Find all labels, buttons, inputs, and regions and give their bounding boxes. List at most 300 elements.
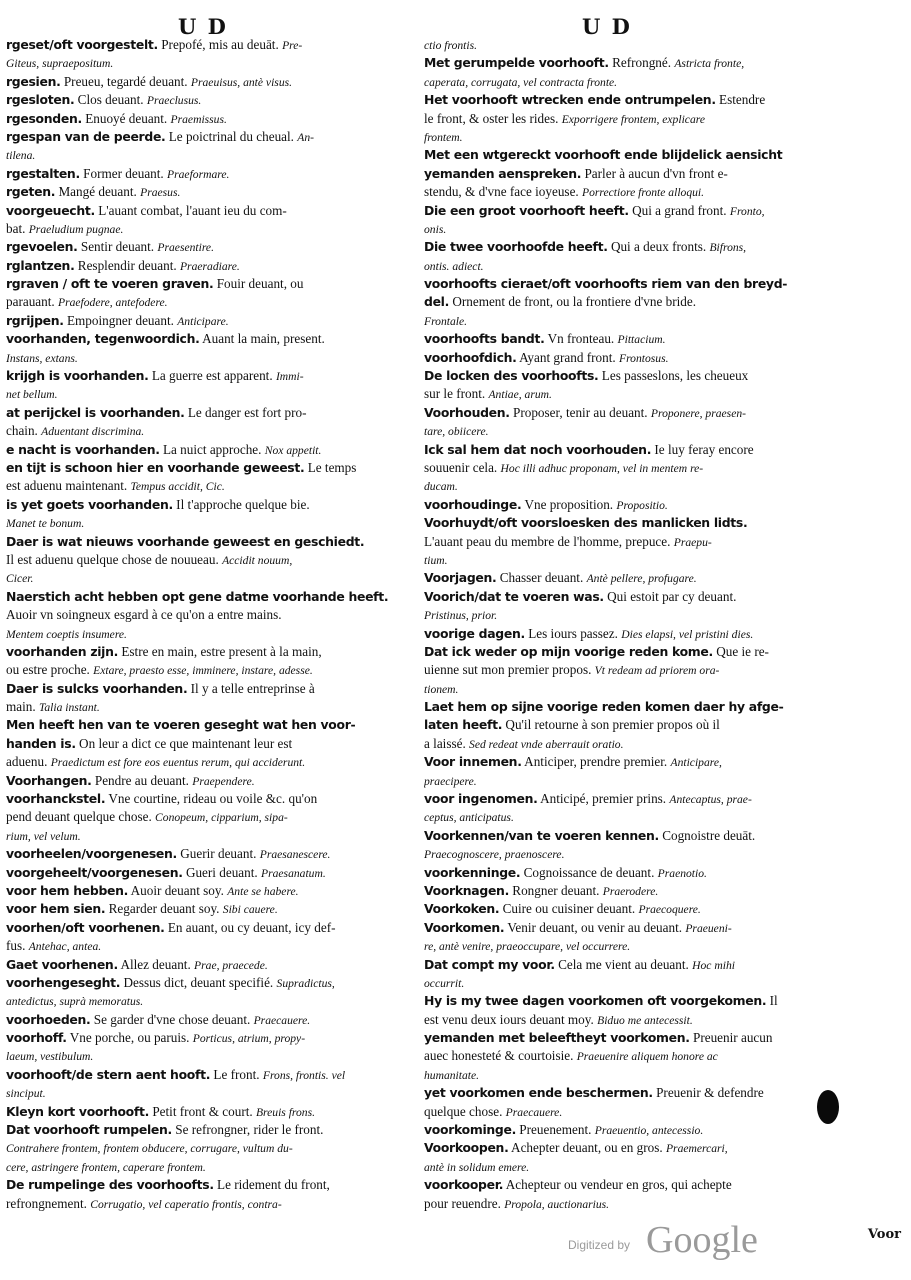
entry-line: [6, 716, 406, 734]
headword: voorhooft/de stern aent hooft.: [6, 1066, 211, 1082]
headword: voorhanden zijn.: [6, 643, 119, 659]
entry-line: [424, 919, 816, 937]
latin-text: antè in solidum emere.: [424, 1160, 530, 1174]
latin-text: laeum, vestibulum.: [6, 1050, 94, 1064]
entry-line: [424, 900, 816, 918]
entry-line: [424, 937, 816, 955]
entry-line: [6, 698, 406, 716]
french-text: Il: [766, 993, 778, 1009]
entry-line: [6, 1047, 406, 1065]
entry-line: [424, 404, 816, 422]
headword: Hy is my twee dagen voorkomen oft voorgekomen.: [424, 993, 767, 1009]
headword: Kleyn kort voorhooft.: [6, 1103, 150, 1119]
latin-text: Praenotio.: [657, 866, 707, 880]
headword: rgesonden.: [6, 110, 82, 126]
entry-line: [6, 128, 406, 146]
ink-blot: [817, 1090, 839, 1124]
headword: voorhanckstel.: [6, 791, 106, 807]
french-text: Qu'il retourne à son premier propos où il: [502, 717, 720, 733]
entry-line: [424, 128, 816, 146]
latin-text: net bellum.: [6, 388, 58, 402]
latin-text: Sibi cauere.: [222, 903, 278, 917]
entry-line: [424, 238, 816, 256]
headword: voorhoudinge.: [424, 496, 522, 512]
french-text: Vne courtine, rideau ou voile &c. qu'on: [105, 791, 318, 807]
entry-line: [424, 514, 816, 532]
french-text: Le danger est fort pro-: [184, 404, 307, 420]
latin-text: Accidit nouum,: [222, 553, 293, 567]
headword: voorige dagen.: [424, 625, 525, 641]
latin-text: Exporrigere frontem, explicare: [561, 112, 705, 126]
french-text: Se refrongner, rider le front.: [171, 1122, 324, 1138]
entry-line: [424, 625, 816, 643]
latin-text: Proponere, praesen-: [650, 406, 746, 420]
french-text: Regarder deuant soy.: [105, 901, 223, 917]
entry-line: [424, 992, 816, 1010]
latin-text: Praeformare.: [167, 167, 230, 181]
french-text: Achepter deuant, ou en gros.: [508, 1140, 666, 1156]
latin-text: tium.: [424, 553, 448, 567]
headword: voorhanden, tegenwoordich.: [6, 331, 200, 347]
french-text: Mangé deuant.: [55, 184, 141, 200]
entry-line: [6, 514, 406, 532]
entry-line: [6, 956, 406, 974]
latin-text: Extare, praesto esse, imminere, instare, adesse.: [93, 664, 313, 678]
entry-line: [6, 257, 406, 275]
headword: rgevoelen.: [6, 239, 78, 255]
headword: voorhoofts bandt.: [424, 331, 545, 347]
entry-line: [424, 1103, 816, 1121]
french-text: est venu deux iours deuant moy.: [424, 1011, 598, 1027]
entry-line: [424, 956, 816, 974]
french-text: sur le front.: [424, 386, 489, 402]
latin-text: frontem.: [424, 130, 463, 144]
latin-text: ctio frontis.: [424, 39, 478, 52]
latin-text: Prae, praecede.: [194, 958, 268, 972]
headword: voorgeuecht.: [6, 202, 95, 218]
headword: Naerstich acht hebben opt gene datme voorhande heeft.: [6, 588, 389, 604]
entry-line: [6, 312, 406, 330]
entry-line: [424, 165, 816, 183]
entry-line: [424, 533, 816, 551]
entry-line: [6, 165, 406, 183]
entry-line: [424, 1158, 816, 1176]
french-text: Vn fronteau.: [544, 331, 618, 347]
latin-text: caperata, corrugata, vel contracta fronte.: [424, 75, 618, 89]
latin-text: Praeuentio, antecessio.: [594, 1124, 704, 1138]
latin-text: Aduentant discrimina.: [41, 425, 145, 439]
headword: Gaet voorhenen.: [6, 956, 118, 972]
french-text: Prepofé, mis au deuāt.: [157, 37, 283, 52]
latin-text: Praeuisus, antè visus.: [190, 75, 293, 89]
entry-line: [424, 312, 816, 330]
latin-text: Anticipare.: [177, 314, 229, 328]
headword: voor hem hebben.: [6, 882, 129, 898]
headword: Ick sal hem dat noch voorhouden.: [424, 441, 652, 457]
french-text: La nuict approche.: [159, 441, 265, 457]
entry-line: [6, 238, 406, 256]
entry-line: [6, 808, 406, 826]
entry-line: [6, 992, 406, 1010]
watermark-prefix: Digitized by: [568, 1238, 631, 1252]
latin-text: praecipere.: [424, 774, 477, 788]
entry-line: [424, 1066, 816, 1084]
french-text: Qui estoit par cy deuant.: [603, 588, 737, 604]
french-text: refrongnement.: [6, 1195, 91, 1211]
entry-line: [424, 202, 816, 220]
entry-line: [6, 110, 406, 128]
latin-text: Giteus, supraepositum.: [6, 57, 114, 71]
entry-line: [424, 606, 816, 624]
french-text: Ornement de front, ou la frontiere d'vne bride.: [449, 294, 697, 310]
latin-text: Porticus, atrium, propy-: [192, 1032, 306, 1046]
entry-line: [6, 882, 406, 900]
latin-text: Propositio.: [616, 498, 668, 512]
latin-text: onis.: [424, 222, 447, 236]
french-text: En auant, ou cy deuant, icy def-: [164, 919, 336, 935]
headword: Dat voorhooft rumpelen.: [6, 1122, 172, 1138]
entry-line: [424, 293, 816, 311]
entry-line: [424, 698, 816, 716]
latin-text: Manet te bonum.: [6, 517, 85, 531]
entry-line: [424, 808, 816, 826]
latin-text: tilena.: [6, 149, 36, 163]
headword: Voorknagen.: [424, 882, 509, 898]
entry-line: [6, 404, 406, 422]
french-text: Le front.: [210, 1066, 263, 1082]
headword: rgesien.: [6, 73, 61, 89]
entry-line: [424, 772, 816, 790]
headword: voor hem sien.: [6, 901, 106, 917]
latin-text: Instans, extans.: [6, 351, 78, 365]
french-text: Gueri deuant.: [182, 864, 262, 880]
latin-text: Hoc illi adhuc proponam, vel in mentem re-: [500, 461, 704, 475]
entry-line: [6, 73, 406, 91]
french-text: Anticiper, prendre premier.: [521, 754, 671, 770]
french-text: Vne proposition.: [521, 496, 617, 512]
entry-line: [6, 385, 406, 403]
latin-text: tionem.: [424, 682, 459, 696]
entry-line: [6, 1139, 406, 1157]
french-text: Les passeslons, les cheueux: [598, 368, 749, 384]
french-text: Vne porche, ou paruis.: [66, 1030, 193, 1046]
entry-line: [424, 1011, 816, 1029]
french-text: Auant la main, present.: [199, 331, 325, 347]
entry-line: [6, 735, 406, 753]
headword: Voorich/dat te voeren was.: [424, 588, 604, 604]
headword: voorgeheelt/voorgenesen.: [6, 864, 183, 880]
headword: voorhen/oft voorhenen.: [6, 919, 165, 935]
entry-line: [6, 753, 406, 771]
headword: yemanden aenspreken.: [424, 165, 582, 181]
french-text: Cognoistre deuāt.: [658, 827, 756, 843]
right-column: [424, 36, 816, 1213]
entry-line: [424, 257, 816, 275]
french-text: fus.: [6, 938, 29, 954]
french-text: Auoir vn soingneux esgard à ce qu'on a entre mains.: [6, 607, 282, 623]
french-text: Clos deuant.: [74, 92, 147, 108]
entry-line: [424, 146, 816, 164]
latin-text: Praeradiare.: [179, 259, 240, 273]
headword: voorhoofts cieraet/oft voorhoofts riem van den breyd-: [424, 276, 788, 292]
french-text: souuenir cela.: [424, 459, 501, 475]
french-text: Le ridement du front,: [213, 1177, 330, 1193]
entry-line: [424, 716, 816, 734]
entry-line: [424, 845, 816, 863]
headword: rgeten.: [6, 184, 56, 200]
latin-text: humanitate.: [424, 1068, 480, 1082]
headword: Voor innemen.: [424, 754, 522, 770]
french-text: quelque chose.: [424, 1103, 506, 1119]
latin-text: Antehac, antea.: [28, 940, 102, 954]
entry-line: [6, 441, 406, 459]
entry-line: [424, 1139, 816, 1157]
latin-text: Praefodere, antefodere.: [58, 296, 168, 310]
latin-text: Nox appetit.: [264, 443, 322, 457]
latin-text: Praesus.: [140, 186, 181, 200]
headword: is yet goets voorhanden.: [6, 496, 173, 512]
latin-text: Cicer.: [6, 572, 34, 586]
entry-line: [6, 937, 406, 955]
headword: voorheelen/voorgenesen.: [6, 846, 177, 862]
latin-text: ducam.: [424, 480, 458, 494]
entry-line: [424, 1121, 816, 1139]
latin-text: Praeueni-: [685, 921, 732, 935]
latin-text: Supradictus,: [276, 976, 335, 990]
entry-line: [6, 1176, 406, 1194]
latin-text: Pristinus, prior.: [424, 609, 498, 623]
french-text: pend deuant quelque chose.: [6, 809, 156, 825]
entry-line: [6, 1084, 406, 1102]
entry-line: [424, 367, 816, 385]
latin-text: Praecauere.: [253, 1013, 311, 1027]
headword: Voorjagen.: [424, 570, 497, 586]
entry-line: [424, 54, 816, 72]
entry-line: [6, 330, 406, 348]
entry-line: [6, 1158, 406, 1176]
french-text: Petit front & court.: [149, 1103, 256, 1119]
headword: laten heeft.: [424, 717, 503, 733]
entry-line: [424, 385, 816, 403]
headword: rgeset/oft voorgestelt.: [6, 37, 158, 52]
headword: rgespan van de peerde.: [6, 128, 166, 144]
entry-line: [6, 588, 406, 606]
entry-line: [6, 183, 406, 201]
latin-text: Frons, frontis. vel: [262, 1068, 346, 1082]
headword: Voorkomen.: [424, 919, 505, 935]
entry-line: [6, 1121, 406, 1139]
latin-text: cere, astringere frontem, caperare frontem.: [6, 1160, 206, 1174]
headword: Met een wtgereckt voorhooft ende blijdelick aensicht: [424, 147, 783, 163]
headword: rgrijpen.: [6, 312, 64, 328]
latin-text: rium, vel velum.: [6, 829, 81, 843]
french-text: a laissé.: [424, 735, 470, 751]
entry-line: [6, 146, 406, 164]
entry-line: [6, 293, 406, 311]
entry-line: [6, 1195, 406, 1213]
headword: Die twee voorhoofde heeft.: [424, 239, 608, 255]
headword: voorkominge.: [424, 1122, 516, 1138]
entry-line: [6, 36, 406, 54]
latin-text: Tempus accidit, Cic.: [130, 480, 225, 494]
latin-text: Bifrons,: [709, 241, 747, 255]
entry-line: [6, 349, 406, 367]
entry-line: [6, 569, 406, 587]
entry-line: [6, 864, 406, 882]
latin-text: Talia instant.: [38, 701, 100, 715]
entry-line: [424, 735, 816, 753]
latin-text: Praesentire.: [157, 241, 214, 255]
entry-line: [6, 496, 406, 514]
entry-line: [6, 772, 406, 790]
french-text: Refrongné.: [608, 55, 675, 71]
entry-line: [6, 974, 406, 992]
headword: Voorhuydt/oft voorsloesken des manlicken lidts.: [424, 515, 748, 531]
entry-line: [424, 974, 816, 992]
french-text: auec honesteté & courtoisie.: [424, 1048, 577, 1064]
entry-line: [6, 1011, 406, 1029]
latin-text: Antecaptus, prae-: [669, 793, 752, 807]
latin-text: Praecoquere.: [638, 903, 701, 917]
entry-line: [424, 1195, 816, 1213]
entry-line: [424, 661, 816, 679]
latin-text: Hoc mihi: [692, 958, 735, 972]
left-column: [6, 36, 406, 1213]
entry-line: [424, 220, 816, 238]
entry-line: [424, 1047, 816, 1065]
latin-text: Pittacium.: [617, 333, 666, 347]
headword: yemanden met beleeftheyt voorkomen.: [424, 1030, 690, 1046]
french-text: aduenu.: [6, 754, 51, 770]
latin-text: Vt redeam ad priorem ora-: [594, 664, 720, 678]
entry-line: [424, 827, 816, 845]
french-text: Les iours passez.: [524, 625, 622, 641]
entry-line: [6, 220, 406, 238]
running-head-right: U D: [582, 14, 632, 39]
headword: voorkenninge.: [424, 864, 521, 880]
french-text: Venir deuant, ou venir au deuant.: [504, 919, 686, 935]
entry-line: [6, 533, 406, 551]
latin-text: antedictus, suprà memoratus.: [6, 995, 144, 1009]
entry-line: [424, 551, 816, 569]
latin-text: Dies elapsi, vel pristini dies.: [621, 627, 754, 641]
french-text: Chasser deuant.: [496, 570, 587, 586]
entry-line: [6, 625, 406, 643]
latin-text: Praemissus.: [170, 112, 227, 126]
catchword: Voor: [867, 1227, 901, 1242]
french-text: Guerir deuant.: [176, 846, 260, 862]
headword: Voorhangen.: [6, 772, 92, 788]
entry-line: [6, 551, 406, 569]
entry-line: [6, 477, 406, 495]
latin-text: Ante se habere.: [227, 884, 299, 898]
latin-text: Praesanatum.: [261, 866, 326, 880]
entry-line: [6, 680, 406, 698]
latin-text: ontis. adiect.: [424, 259, 484, 273]
french-text: Que ie re-: [712, 643, 769, 659]
latin-text: ceptus, anticipatus.: [424, 811, 514, 825]
latin-text: Anticipare,: [670, 756, 722, 770]
french-text: Cela me vient au deuant.: [554, 956, 693, 972]
headword: e nacht is voorhanden.: [6, 441, 160, 457]
french-text: Ayant grand front.: [516, 349, 619, 365]
french-text: Qui a deux fronts.: [607, 239, 710, 255]
entry-line: [6, 661, 406, 679]
headword: voorhoofdich.: [424, 349, 517, 365]
french-text: Preuenir & defendre: [652, 1085, 764, 1101]
latin-text: Pre-: [282, 39, 303, 52]
french-text: est aduenu maintenant.: [6, 478, 131, 494]
headword: Voorkoopen.: [424, 1140, 509, 1156]
french-text: Le temps: [304, 459, 357, 475]
entry-line: [424, 588, 816, 606]
latin-text: Biduo me antecessit.: [597, 1013, 693, 1027]
latin-text: Praesanescere.: [259, 848, 331, 862]
entry-line: [424, 330, 816, 348]
headword: De rumpelinge des voorhoofts.: [6, 1177, 214, 1193]
latin-text: Praecauere.: [505, 1105, 563, 1119]
entry-line: [424, 110, 816, 128]
entry-line: [424, 882, 816, 900]
latin-text: An-: [297, 130, 315, 144]
french-text: Rongner deuant.: [508, 882, 603, 898]
google-logo: Google: [646, 1219, 758, 1261]
latin-text: Propola, auctionarius.: [504, 1197, 610, 1211]
digitized-watermark: [560, 1216, 760, 1260]
entry-line: [6, 1029, 406, 1047]
latin-text: Mentem coeptis insumere.: [6, 627, 127, 641]
entry-line: [424, 349, 816, 367]
french-text: Anticipé, premier prins.: [537, 791, 670, 807]
french-text: Sentir deuant.: [77, 239, 158, 255]
latin-text: Frontosus.: [618, 351, 669, 365]
entry-line: [424, 496, 816, 514]
headword: Dat compt my voor.: [424, 956, 555, 972]
latin-text: Corrugatio, vel caperatio frontis, contra-: [90, 1197, 282, 1211]
latin-text: Breuis frons.: [255, 1105, 316, 1119]
entry-line: [424, 91, 816, 109]
french-text: stendu, & d'vne face ioyeuse.: [424, 184, 583, 200]
french-text: pour reuendre.: [424, 1195, 505, 1211]
entry-line: [424, 477, 816, 495]
latin-text: Praeuenire aliquem honore ac: [576, 1050, 718, 1064]
running-head-left: U D: [178, 14, 228, 39]
latin-text: Immi-: [275, 370, 304, 384]
latin-text: Porrectiore fronte alloqui.: [582, 186, 705, 200]
latin-text: Praemercari,: [665, 1142, 728, 1156]
latin-text: Contrahere frontem, frontem obducere, corrugare, vultum du-: [6, 1142, 293, 1156]
entry-line: [424, 1084, 816, 1102]
entry-line: [6, 790, 406, 808]
french-text: parauant.: [6, 294, 58, 310]
french-text: uienne sut mon premier propos.: [424, 662, 595, 678]
entry-line: [6, 900, 406, 918]
entry-line: [6, 202, 406, 220]
french-text: Fouir deuant, ou: [213, 276, 304, 292]
french-text: Dessus dict, deuant specifié.: [120, 974, 277, 990]
entry-line: [6, 845, 406, 863]
headword: Voorhouden.: [424, 404, 510, 420]
french-text: main.: [6, 699, 39, 715]
latin-text: Praepu-: [673, 535, 712, 549]
headword: voorhoeden.: [6, 1011, 91, 1027]
french-text: Il y a telle entreprinse à: [187, 680, 315, 696]
headword: Dat ick weder op mijn voorige reden kome.: [424, 643, 713, 659]
headword: handen is.: [6, 735, 76, 751]
french-text: Pendre au deuant.: [91, 772, 193, 788]
entry-line: [6, 275, 406, 293]
latin-text: Fronto,: [729, 204, 765, 218]
